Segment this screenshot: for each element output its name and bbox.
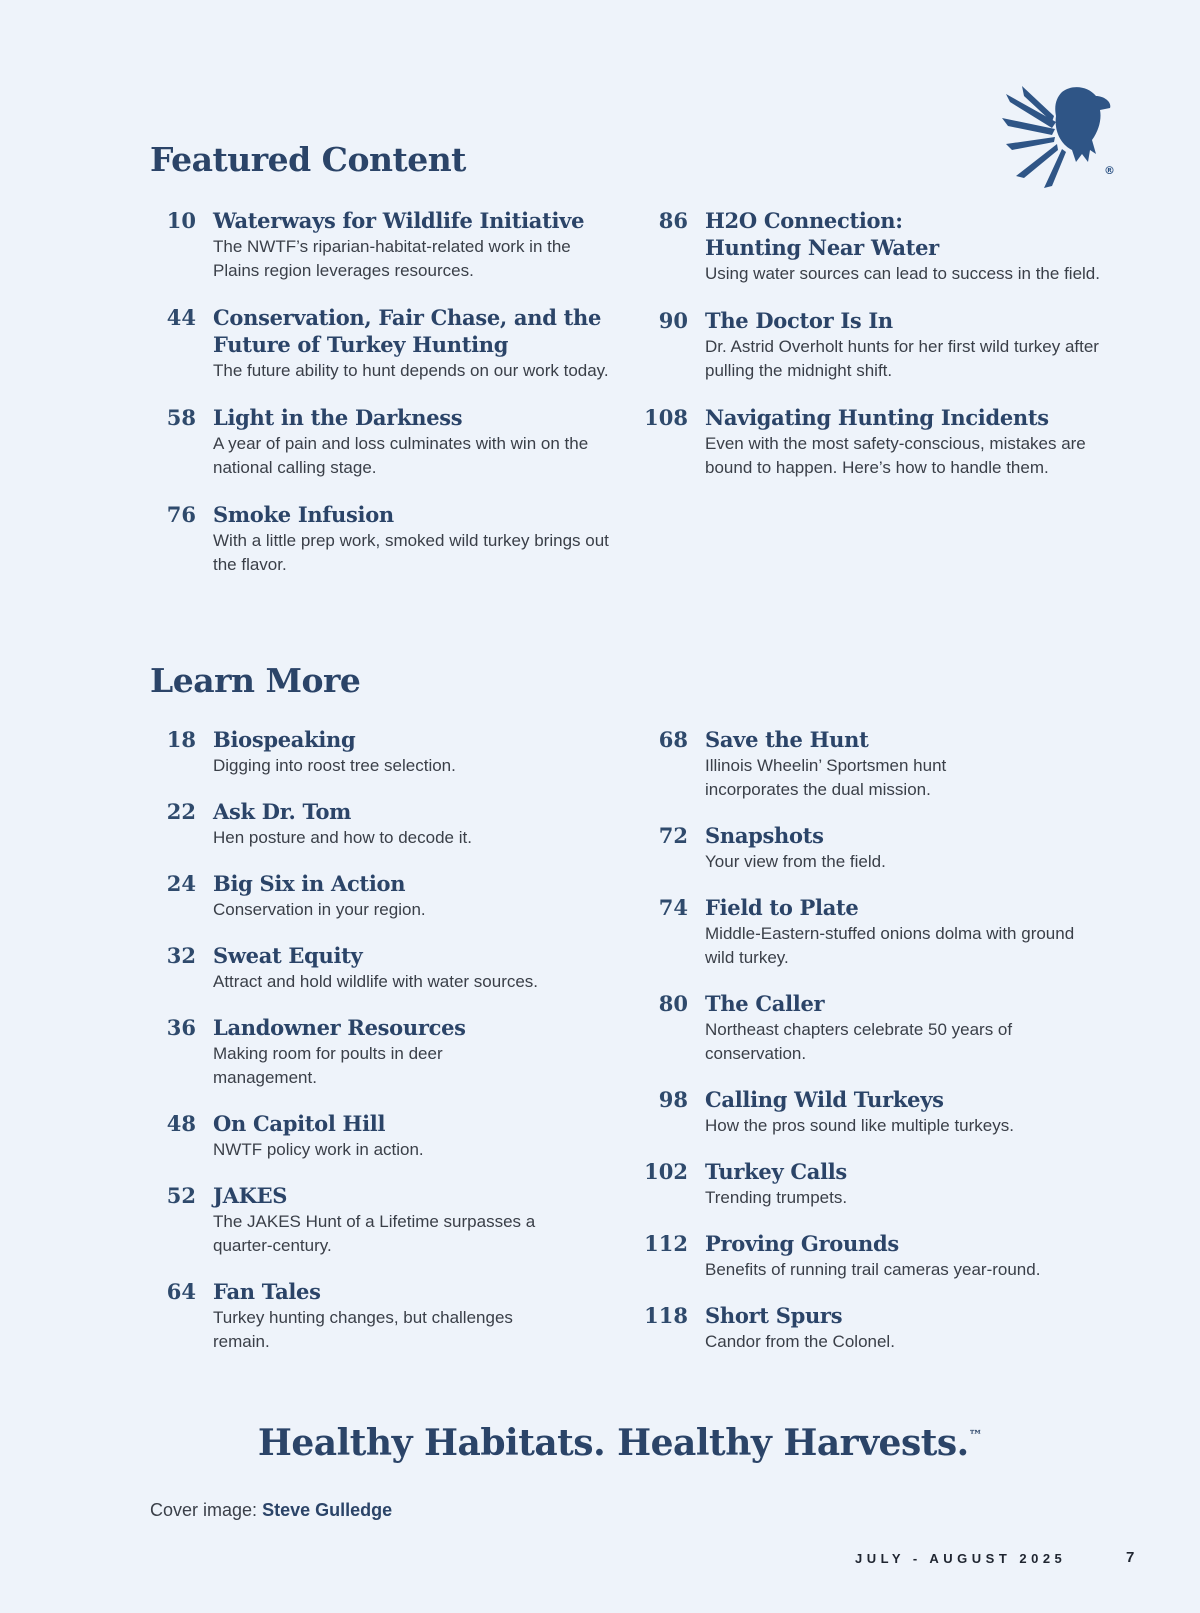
toc-entry[interactable]: [642, 404, 1102, 480]
learn-right-column: [642, 726, 1102, 1374]
entry-title: JAKES: [213, 1183, 288, 1208]
entry-title: H2O Connection: Hunting Near Water: [705, 208, 939, 260]
toc-entry[interactable]: [150, 726, 610, 778]
issue-date: JULY - AUGUST 2025: [855, 1551, 1067, 1566]
toc-entry[interactable]: [150, 207, 610, 283]
entry-title: Big Six in Action: [213, 871, 406, 896]
entry-description: Digging into roost tree selection.: [213, 756, 456, 775]
featured-content-heading: Featured Content: [150, 140, 466, 179]
page-number: 58: [166, 405, 196, 430]
page-number: 98: [658, 1087, 688, 1112]
page-number: 48: [166, 1111, 196, 1136]
entry-title: Waterways for Wildlife Initiative: [213, 208, 585, 233]
entry-title: The Doctor Is In: [705, 308, 893, 333]
entry-description: With a little prep work, smoked wild turkey brings out the flavor.: [213, 531, 609, 574]
credit-name: Steve Gulledge: [262, 1500, 393, 1520]
entry-title: Calling Wild Turkeys: [705, 1087, 944, 1112]
entry-description: Northeast chapters celebrate 50 years of conservation.: [705, 1020, 1013, 1063]
page-number: 36: [166, 1015, 196, 1040]
page-number: 64: [166, 1279, 196, 1304]
toc-entry[interactable]: [642, 307, 1102, 383]
page-number: 80: [658, 991, 688, 1016]
page-number: 18: [166, 727, 196, 752]
nwtf-turkey-logo-icon: [1000, 82, 1120, 192]
toc-entry[interactable]: [150, 404, 610, 480]
entry-description: Illinois Wheelin’ Sportsmen hunt incorporates the dual mission.: [705, 756, 947, 799]
page-number: 118: [644, 1303, 688, 1328]
entry-description: The NWTF’s riparian-habitat-related work in the Plains region leverages resources.: [213, 237, 571, 280]
page-number: 102: [644, 1159, 688, 1184]
toc-entry[interactable]: [150, 870, 610, 922]
toc-entry[interactable]: [150, 798, 610, 850]
credit-label: Cover image:: [150, 1500, 258, 1520]
entry-title: Light in the Darkness: [213, 405, 463, 430]
toc-entry[interactable]: [642, 822, 1102, 874]
page-number: 74: [658, 895, 688, 920]
toc-entry[interactable]: [642, 726, 1102, 802]
page-number: 10: [166, 208, 196, 233]
toc-entry[interactable]: [642, 1230, 1102, 1282]
page-number: 32: [166, 943, 196, 968]
page-number: 68: [658, 727, 688, 752]
toc-entry[interactable]: [642, 1086, 1102, 1138]
entry-title: Conservation, Fair Chase, and the Future of Turkey Hunting: [213, 305, 602, 357]
tagline-text: Healthy Habitats. Healthy Harvests.: [257, 1422, 969, 1464]
entry-description: Conservation in your region.: [213, 900, 426, 919]
entry-description: Trending trumpets.: [705, 1188, 848, 1207]
entry-description: Turkey hunting changes, but challenges remain.: [213, 1308, 513, 1351]
registered-mark: ®: [1104, 164, 1115, 177]
page-number: 112: [644, 1231, 688, 1256]
toc-entry[interactable]: [150, 1110, 610, 1162]
entry-description: A year of pain and loss culminates with win on the national calling stage.: [213, 434, 589, 477]
entry-title: Biospeaking: [213, 727, 356, 752]
entry-description: Attract and hold wildlife with water sources.: [213, 972, 539, 991]
page-number: 44: [166, 305, 196, 330]
entry-description: NWTF policy work in action.: [213, 1140, 424, 1159]
learn-more-heading: Learn More: [150, 661, 361, 700]
toc-entry[interactable]: [150, 501, 610, 577]
tagline: [0, 1422, 1200, 1464]
entry-description: Candor from the Colonel.: [705, 1332, 895, 1351]
page-number: 86: [658, 208, 688, 233]
page-number: 90: [658, 308, 688, 333]
toc-entry[interactable]: [642, 1302, 1102, 1354]
toc-entry[interactable]: [642, 207, 1102, 286]
entry-title: Turkey Calls: [705, 1159, 847, 1184]
toc-entry[interactable]: [150, 1014, 610, 1090]
entry-description: Making room for poults in deer management.: [213, 1044, 443, 1087]
entry-title: Smoke Infusion: [213, 502, 394, 527]
entry-description: How the pros sound like multiple turkeys.: [705, 1116, 1014, 1135]
entry-title: Sweat Equity: [213, 943, 363, 968]
entry-description: Middle-Eastern-stuffed onions dolma with ground wild turkey.: [705, 924, 1075, 967]
toc-entry[interactable]: [642, 894, 1102, 970]
entry-description: The JAKES Hunt of a Lifetime surpasses a quarter-century.: [213, 1212, 536, 1255]
entry-description: Hen posture and how to decode it.: [213, 828, 472, 847]
page-number: 22: [166, 799, 196, 824]
entry-description: Your view from the field.: [705, 852, 886, 871]
entry-description: Using water sources can lead to success in the field.: [705, 264, 1100, 283]
entry-title: On Capitol Hill: [213, 1111, 386, 1136]
featured-right-column: [642, 207, 1102, 501]
entry-title: Field to Plate: [705, 895, 859, 920]
toc-entry[interactable]: [150, 942, 610, 994]
entry-description: The future ability to hunt depends on our work today.: [213, 361, 609, 380]
entry-title: Short Spurs: [705, 1303, 843, 1328]
learn-left-column: [150, 726, 610, 1374]
entry-description: Even with the most safety-conscious, mistakes are bound to happen. Here’s how to handle them.: [705, 434, 1086, 477]
toc-entry[interactable]: [642, 990, 1102, 1066]
page-number: 108: [644, 405, 688, 430]
toc-entry[interactable]: [150, 1278, 610, 1354]
page-number: 52: [166, 1183, 196, 1208]
entry-description: Benefits of running trail cameras year-round.: [705, 1260, 1041, 1279]
entry-title: Snapshots: [705, 823, 824, 848]
entry-title: Proving Grounds: [705, 1231, 899, 1256]
page-number: 76: [166, 502, 196, 527]
entry-title: Landowner Resources: [213, 1015, 466, 1040]
page-number: 24: [166, 871, 196, 896]
entry-title: Ask Dr. Tom: [213, 799, 352, 824]
entry-title: Navigating Hunting Incidents: [705, 405, 1049, 430]
page-number: 72: [658, 823, 688, 848]
featured-left-column: [150, 207, 610, 598]
entry-title: Fan Tales: [213, 1279, 321, 1304]
toc-entry[interactable]: [642, 1158, 1102, 1210]
entry-title: The Caller: [705, 991, 825, 1016]
entry-description: Dr. Astrid Overholt hunts for her first wild turkey after pulling the midnight shift.: [705, 337, 1099, 380]
cover-credit: [150, 1500, 392, 1521]
trademark-mark: ™: [968, 1428, 983, 1444]
page-number-footer: 7: [1126, 1549, 1135, 1566]
toc-entry[interactable]: [150, 304, 610, 383]
entry-title: Save the Hunt: [705, 727, 869, 752]
toc-entry[interactable]: [150, 1182, 610, 1258]
